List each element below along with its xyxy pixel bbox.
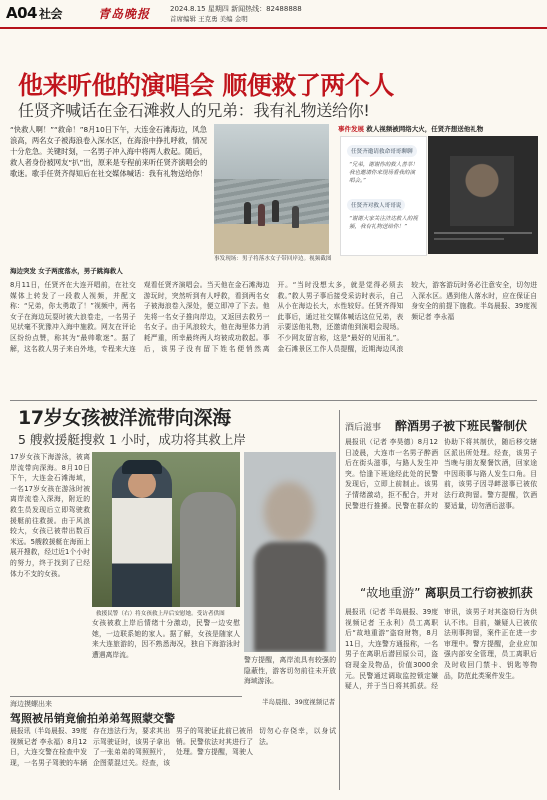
quote-label: 任贤齐邀请救命哥哥聊聊	[347, 145, 417, 157]
article-body: 晨报讯（记者 李昊德）8月12日凌晨，大连市一名男子醉酒后在街头滋事，与路人发生冲突。恰逢下班途经此处的民警发现后，立即上前制止。该男子情绪激动，拒不配合，并对民警进行推搡。民警在群众的协助下将其制伏，随后移交辖区派出所处理。经查，该男子当晚与朋友聚餐饮酒，回家途中因琐事与路人发生口角。目前，该男子因寻衅滋事已被依法行政拘留。警方提醒，饮酒要适量，切勿酒后滋事。	[345, 438, 537, 510]
section-byline: 海边突发 女子两度落水，男子跳海救人	[10, 267, 123, 275]
rescue-photo	[214, 124, 329, 254]
subheadline-girl-rescue: 5 艘救援艇搜救 1 小时，成功将其救上岸	[18, 432, 246, 447]
article-body: 警方提醒，离岸流具有较强的隐蔽性，游客切勿前往未开放海域游泳。	[244, 656, 336, 686]
blurred-girl-photo	[244, 452, 336, 652]
video-screenshot	[428, 136, 538, 254]
subheadline-concert-rescue: 任贤齐喊话在金石滩救人的兄弟：我有礼物送给你!	[18, 101, 370, 120]
quote-text: “兄弟，谢谢你的救人善举！我也邀请你来现场看我的演唱会。”	[349, 162, 418, 184]
divider	[10, 400, 537, 401]
column-divider	[339, 410, 340, 790]
photo-caption: 事发现场：男子将落水女子带回岸边。视频截图	[214, 256, 332, 262]
social-post-screenshot	[340, 136, 427, 256]
newspaper-logo: 青岛晚报	[98, 7, 151, 21]
reporter-credit: 半岛晨报、39度视频记者	[262, 698, 336, 706]
quote-text: “谢谢大家关注济达救人的视频，我有礼物送给你！”	[349, 216, 418, 230]
quote-label: 任贤齐对救人哥哥说	[347, 199, 405, 211]
headline-ex-employee-theft: “故地重游” 离职员工行窃被抓获	[360, 586, 533, 600]
photo-caption: 救援民警（右）将女孩救上岸后安慰她。受访者供图	[96, 611, 225, 617]
date-line: 2024.8.15 星期四 新闻热线：82488888	[170, 5, 302, 13]
header-rule	[0, 27, 547, 29]
article-body: 晨报讯（记者 半岛晨报、39度视频记者 王永利）员工离职后“故地重游”盗窃财物，8月11日，大连警方通报称，一名男子在离职后潜回原公司，盗窃现金及物品，价值3000余元。民警通过调取监控锁定嫌疑人，并于当日将其抓获。经审讯，该男子对其盗窃行为供认不讳。目前，嫌疑人已被依法刑事拘留，案件正在进一步审理中。警方提醒，企业应加强内部安全管理，员工离职后及时收回门禁卡、钥匙等物品，防范此类案件发生。	[345, 608, 537, 691]
lead-paragraph: “快救人啊！”“救命！”8月10日下午，大连金石滩海边，风急浪高，两名女子被海浪卷入深水区，在海浪中挣扎呼救，情况十分危急。关键时刻，一名男子冲入海中将两人救起。随后，救人者身份被网友“扒”出，原来是专程前来听任贤齐演唱会的歌迷。歌手任贤齐得知后在社交媒体喊话：我有礼物送给你！	[10, 125, 208, 178]
story-tag: 海边摸螺出来	[10, 700, 52, 708]
headline-drunk-man: 醉酒男子被下班民警制伏	[395, 419, 528, 433]
police-comfort-photo	[92, 452, 240, 607]
section-name: 社会	[38, 7, 62, 21]
divider	[10, 696, 242, 697]
editor-line: 首席编辑 王克勇 美编 金明	[170, 15, 248, 23]
article-body: 晨报讯（半岛晨报、39度视频记者 李永福）8月12日，大连交警在检查中发现，一名男子驾驶的车辆存在违法行为，要求其出示驾驶证时，该男子拿出了一张弟弟的驾照照片，企图蒙混过关。经查，该男子的驾驶证此前已被吊销。民警依法对其进行了处理。警方提醒，驾驶人切勿心存侥幸，以身试法。	[10, 727, 336, 767]
article-body: 17岁女孩下海游泳，被离岸流带向深海。8月10日下午，大连金石滩海域，一名17岁女孩在游泳时被离岸流卷入深海，附近的救生员发现后立即驾驶救援艇前往救援。由于风浪较大，女孩已被带出数百米远。5艘救援艇在海面上展开搜救，经过近1个小时的努力，终于找到了已经体力不支的女孩。	[10, 453, 90, 578]
headline-concert-rescue: 他来听他的演唱会 顺便救了两个人	[18, 71, 394, 100]
page-number: A04 社会	[6, 4, 62, 22]
headline-license-fraud: 驾照被吊销竟偷拍弟弟驾照蒙交警	[10, 712, 175, 725]
headline-girl-rescue: 17岁女孩被洋流带向深海	[18, 407, 231, 429]
article-body: 女孩被救上岸后情绪十分激动，民警一边安慰她，一边联系她的家人。据了解，女孩是随家人来大连旅游的，因不熟悉海况，独自下海游泳时遭遇离岸流。	[92, 619, 240, 659]
article-body: 8月11日，任贤齐在大连开唱前，在社交媒体上转发了一段救人视频，并配文称：“兄弟，你太勇敢了！”视频中，两名女子在海边玩耍时被大浪卷走，一名男子见状毫不犹豫冲入海中施救。网友在评论区纷纷点赞，称其为“最帅歌迷”。据了解，这名救人男子来自外地，专程来大连观看任贤齐演唱会。当天他在金石滩海边游玩时，突然听到有人呼救，看到两名女子被海浪卷入深处，便立即冲了下去。他先将一名女子推向岸边，又返回去救另一名女子。由于风浪较大，他在海里体力消耗严重，所幸最终两人均被成功救起。事后，该男子没有留下姓名便悄然离开。“当时没想太多，就是觉得必须去救。”救人男子事后接受采访时表示，自己从小在海边长大，水性较好。任贤齐得知此事后，通过社交媒体喊话这位兄弟，表示要送他礼物，还邀请他到演唱会现场。不少网友留言称，这是“最好的见面礼”。金石滩景区工作人员提醒，近期海边风浪较大，游客游玩时务必注意安全，切勿进入深水区。遇到他人落水时，应在保证自身安全的前提下施救。半岛晨报、39度视频记者 李永福	[10, 281, 537, 353]
development-heading: 事件发展 救人视频被网络大火，任贤齐想送他礼物	[338, 125, 484, 133]
story-tag: 酒后滋事	[345, 423, 382, 433]
